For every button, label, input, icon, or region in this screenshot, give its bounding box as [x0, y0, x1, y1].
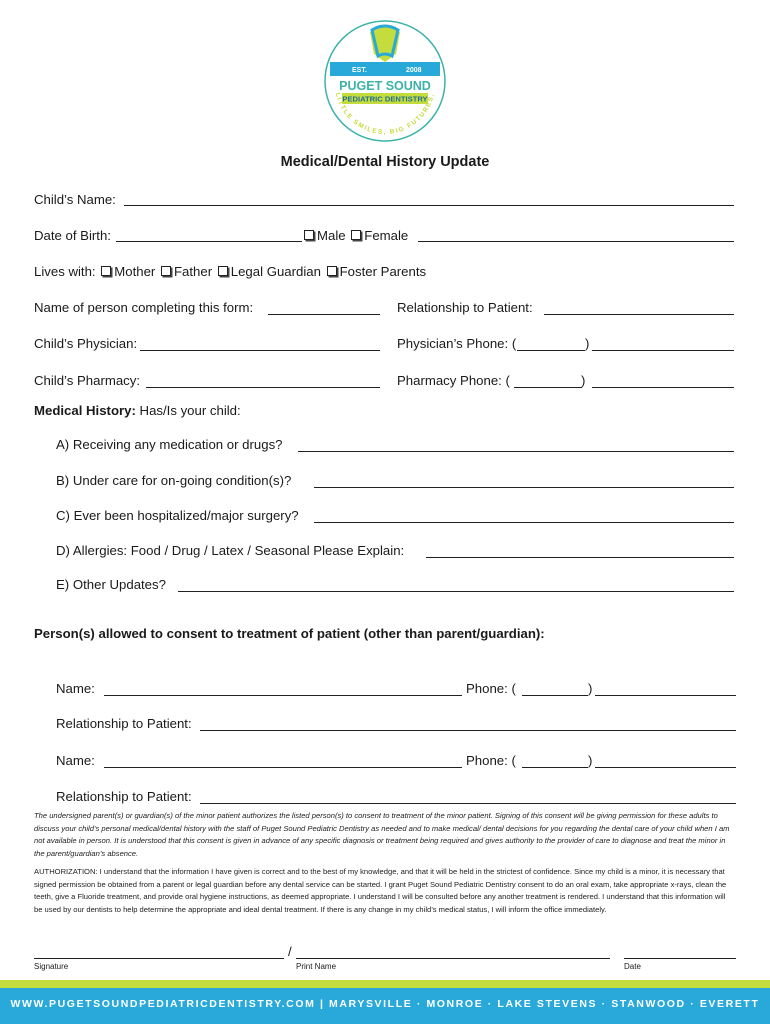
signature-slash: / — [288, 944, 292, 959]
question-d-field[interactable] — [426, 557, 734, 558]
consent-phone-1-field[interactable] — [595, 695, 736, 696]
consent-name-2-label: Name: — [56, 753, 95, 768]
logo-tagline: LITTLE SMILES, BIG FUTURES. — [333, 92, 437, 137]
consent-paragraph: The undersigned parent(s) or guardian(s) of the minor patient authorizes the listed person(s) to consent to treatment of the minor patient. Signing of this consent will be giving permission for these adults to discuss your child’s personal medical/dental history with the staff of Puget Sound Pediatric Dentistry as needed and to make medical/ dental decisions for you regarding the dental care of your child when I am not available in person. It is understood that this consent is given in advance of any specific diagnosis or treatment being required and gives authority to the provider of care to diagnose and treat the minor in the parent/guardian’s absence. — [34, 811, 730, 858]
lives-with-label: Lives with: — [34, 264, 96, 279]
question-b-field[interactable] — [314, 487, 734, 488]
father-checkbox[interactable] — [161, 266, 171, 276]
pharmacy-label: Child’s Pharmacy: — [34, 373, 141, 388]
consent-name-1-field[interactable] — [104, 695, 462, 696]
mother-checkbox[interactable] — [101, 266, 111, 276]
footer-bar — [0, 980, 770, 1024]
page-title: Medical/Dental History Update — [280, 154, 490, 170]
foster-parents-label: Foster Parents — [339, 264, 427, 279]
signature-label: Signature — [34, 962, 69, 971]
consent-close-paren-1: ) — [588, 681, 593, 696]
consent-relationship-1-field[interactable] — [200, 730, 736, 731]
physician-phone-field[interactable] — [592, 350, 734, 351]
dob-field[interactable] — [116, 241, 302, 242]
gender-notes-field[interactable] — [418, 241, 734, 242]
question-a-label: A) Receiving any medication or drugs? — [56, 437, 283, 452]
consent-phone-2-label: Phone: ( — [466, 753, 516, 768]
childs-name-label: Child’s Name: — [34, 192, 116, 207]
physician-area-code-field[interactable] — [517, 350, 585, 351]
print-name-field[interactable] — [296, 958, 610, 959]
physician-label: Child’s Physician: — [34, 336, 138, 351]
consent-name-2-field[interactable] — [104, 767, 462, 768]
consent-phone-1-label: Phone: ( — [466, 681, 516, 696]
date-label: Date — [624, 962, 641, 971]
pharmacy-close-paren: ) — [581, 373, 586, 388]
physician-close-paren: ) — [585, 336, 590, 351]
question-e-field[interactable] — [178, 591, 734, 592]
foster-parents-checkbox[interactable] — [327, 266, 337, 276]
physician-field[interactable] — [140, 350, 380, 351]
relationship-label: Relationship to Patient: — [397, 300, 533, 315]
mother-label: Mother — [114, 264, 156, 279]
question-e-label: E) Other Updates? — [56, 577, 166, 592]
person-completing-field[interactable] — [268, 314, 380, 315]
question-c-label: C) Ever been hospitalized/major surgery? — [56, 508, 299, 523]
footer-text: WWW.PUGETSOUNDPEDIATRICDENTISTRY.COM | MARYSVILLE · MONROE · LAKE STEVENS · STANWOOD · EVERETT — [10, 998, 760, 1010]
consent-relationship-1-label: Relationship to Patient: — [56, 716, 192, 731]
logo-emblem — [322, 18, 448, 144]
consent-area-code-1-field[interactable] — [522, 695, 588, 696]
medical-history-heading: Medical History: Has/Is your child: — [34, 403, 241, 418]
childs-name-field[interactable] — [124, 205, 734, 206]
pharmacy-field[interactable] — [146, 387, 380, 388]
question-d-label: D) Allergies: Food / Drug / Latex / Seasonal Please Explain: — [56, 543, 405, 558]
physician-phone-label: Physician’s Phone: ( — [397, 336, 517, 351]
authorization-paragraph: AUTHORIZATION: I understand that the information I have given is correct and to the best of my knowledge, and that it will be held in the strictest of confidence. Since my child is a minor, it is necessary that signed permission be obtained from a parent or legal guardian before any dental service can be started. I grant Puget Sound Pediatric Dentistry consent to do an oral exam, take appropriate x-rays, clean the teeth, give a Fluoride treatment, and provide oral hygiene instructions, as deemed appropriate. I understand I will be consulted before any another treatment is rendered. I understand that this information will be used by our dentists to help determine the appropriate and ideal dental treatment. If there is any change in my child’s medical status, I will inform the office immediately. — [34, 867, 727, 914]
female-checkbox[interactable] — [351, 230, 361, 240]
father-label: Father — [173, 264, 213, 279]
consent-heading: Person(s) allowed to consent to treatment of patient (other than parent/guardian): — [34, 626, 545, 641]
relationship-field[interactable] — [544, 314, 734, 315]
pharmacy-area-code-field[interactable] — [514, 387, 582, 388]
question-a-field[interactable] — [298, 451, 734, 452]
consent-relationship-2-label: Relationship to Patient: — [56, 789, 192, 804]
logo-year: 2008 — [406, 67, 422, 74]
consent-area-code-2-field[interactable] — [522, 767, 588, 768]
legal-guardian-label: Legal Guardian — [230, 264, 321, 279]
signature-field[interactable] — [34, 958, 284, 959]
consent-close-paren-2: ) — [588, 753, 593, 768]
logo-subtitle: PEDIATRIC DENTISTRY — [342, 94, 428, 104]
consent-name-1-label: Name: — [56, 681, 95, 696]
consent-relationship-2-field[interactable] — [200, 803, 736, 804]
question-b-label: B) Under care for on-going condition(s)? — [56, 473, 292, 488]
male-checkbox[interactable] — [304, 230, 314, 240]
legal-guardian-checkbox[interactable] — [218, 266, 228, 276]
logo-est: EST. — [352, 67, 367, 74]
print-name-label: Print Name — [296, 962, 337, 971]
dob-label: Date of Birth: — [34, 228, 111, 243]
footer-accent-strip — [0, 980, 770, 988]
logo-name: PUGET SOUND — [339, 79, 431, 93]
pharmacy-phone-label: Pharmacy Phone: ( — [397, 373, 510, 388]
pharmacy-phone-field[interactable] — [592, 387, 734, 388]
male-label: Male — [317, 228, 346, 243]
practice-logo — [322, 18, 448, 144]
date-field[interactable] — [624, 958, 736, 959]
question-c-field[interactable] — [314, 522, 734, 523]
consent-phone-2-field[interactable] — [595, 767, 736, 768]
person-completing-label: Name of person completing this form: — [34, 300, 254, 315]
female-label: Female — [364, 228, 409, 243]
